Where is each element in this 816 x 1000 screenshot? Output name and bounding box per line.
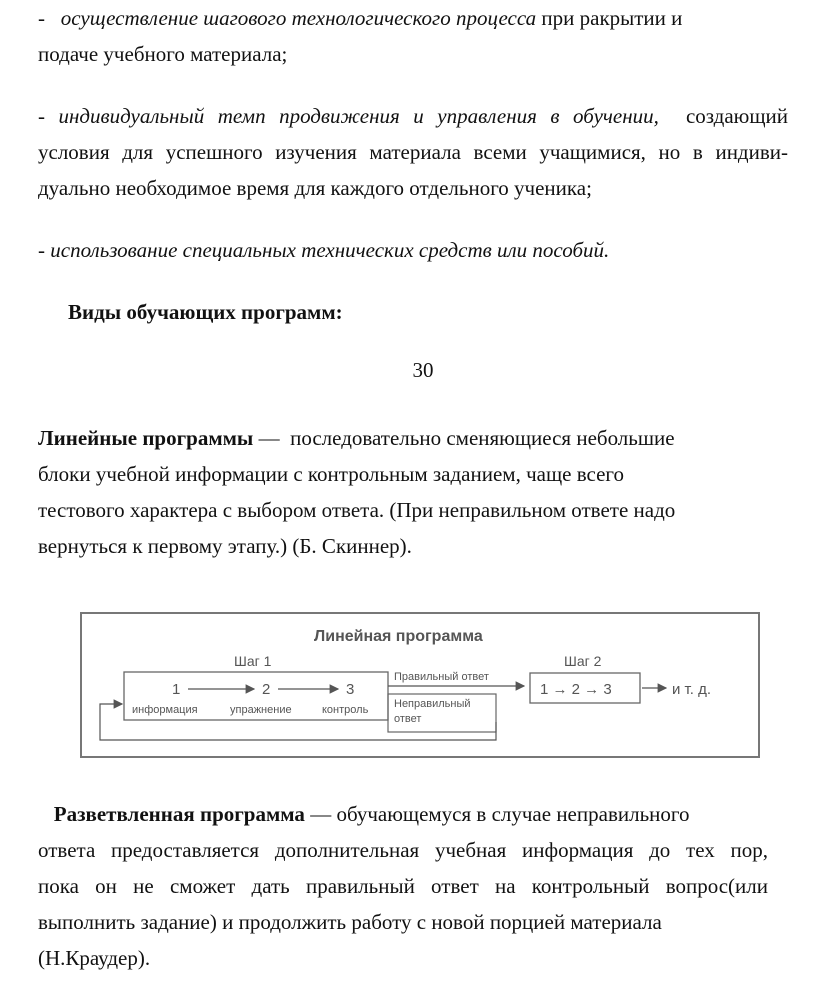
paragraph-line: (Н.Краудер). [38,946,151,970]
em-dash: — [310,802,332,826]
paragraph-line: вернуться к первому этапу.) (Б. Скиннер). [38,534,412,558]
bullet-individual-pace [38,98,788,206]
step2-sequence: 1 → 2 → 3 [540,681,612,698]
section-heading: Виды обучающих программ: [68,300,343,324]
label-exercise: упражнение [230,704,292,716]
bullet-dash: - [38,238,45,262]
page-number: 30 [412,358,434,382]
bullet-dash: - [38,6,45,30]
bullet-dash: - [38,104,45,128]
diagram-canvas [82,614,758,756]
label-information: информация [132,704,198,716]
label-control: контроль [322,704,369,716]
linear-term: Линейные программы [38,426,254,450]
paragraph-line: выполнить задание) и продолжить работу с новой порцией материала [38,910,662,934]
etc-label: и т. д. [672,681,712,698]
linear-program-diagram [80,612,760,758]
bullet-stepwise-process [38,0,788,72]
paragraph-line: блоки учебной информации с контрольным заданием, чаще всего [38,462,624,486]
step1-number-2: 2 [262,681,271,698]
bullet-italic-text: использование специальных технических средств или пособий. [50,238,610,262]
step1-number-3: 3 [346,681,355,698]
bullet-text: создающий [685,104,789,128]
step2-label: Шаг 2 [564,653,602,669]
branched-term: Разветвленная программа [53,802,305,826]
bullet-continuation: дуально необходимое время для каждого отдельного ученика; [38,176,592,200]
paragraph-line: пока он не сможет дать правильный ответ на контрольный вопрос(или [38,874,768,898]
paragraph-line: ответа предоставляется дополнительная учебная информация до тех пор, [38,838,768,862]
branched-program-paragraph [38,796,768,976]
wrong-answer-label-1: Неправильный [394,698,471,710]
diagram-title: Линейная программа [314,628,483,645]
bullet-italic-text: осуществление шагового технологического процесса [60,6,537,30]
bullet-technical-means [38,232,788,268]
paragraph-line: обучающемуся в случае неправильного [336,802,690,826]
correct-answer-label: Правильный ответ [394,671,489,683]
wrong-answer-label-2: ответ [394,713,422,725]
paragraph-line: тестового характера с выбором ответа. (При неправильном ответе надо [38,498,676,522]
bullet-text: при ракрытии и [541,6,683,30]
linear-programs-paragraph [38,420,748,564]
step1-label: Шаг 1 [234,653,272,669]
bullet-continuation: условия для успешного изучения материала всеми учащимися, но в индиви- [38,140,788,164]
paragraph-line: последовательно сменяющиеся небольшие [290,426,675,450]
bullet-italic-text: индивидуальный темп продвижения и управления в обучении, [58,104,659,128]
step1-number-1: 1 [172,681,181,698]
bullet-continuation: подаче учебного материала; [38,42,288,66]
em-dash: — [258,426,280,450]
